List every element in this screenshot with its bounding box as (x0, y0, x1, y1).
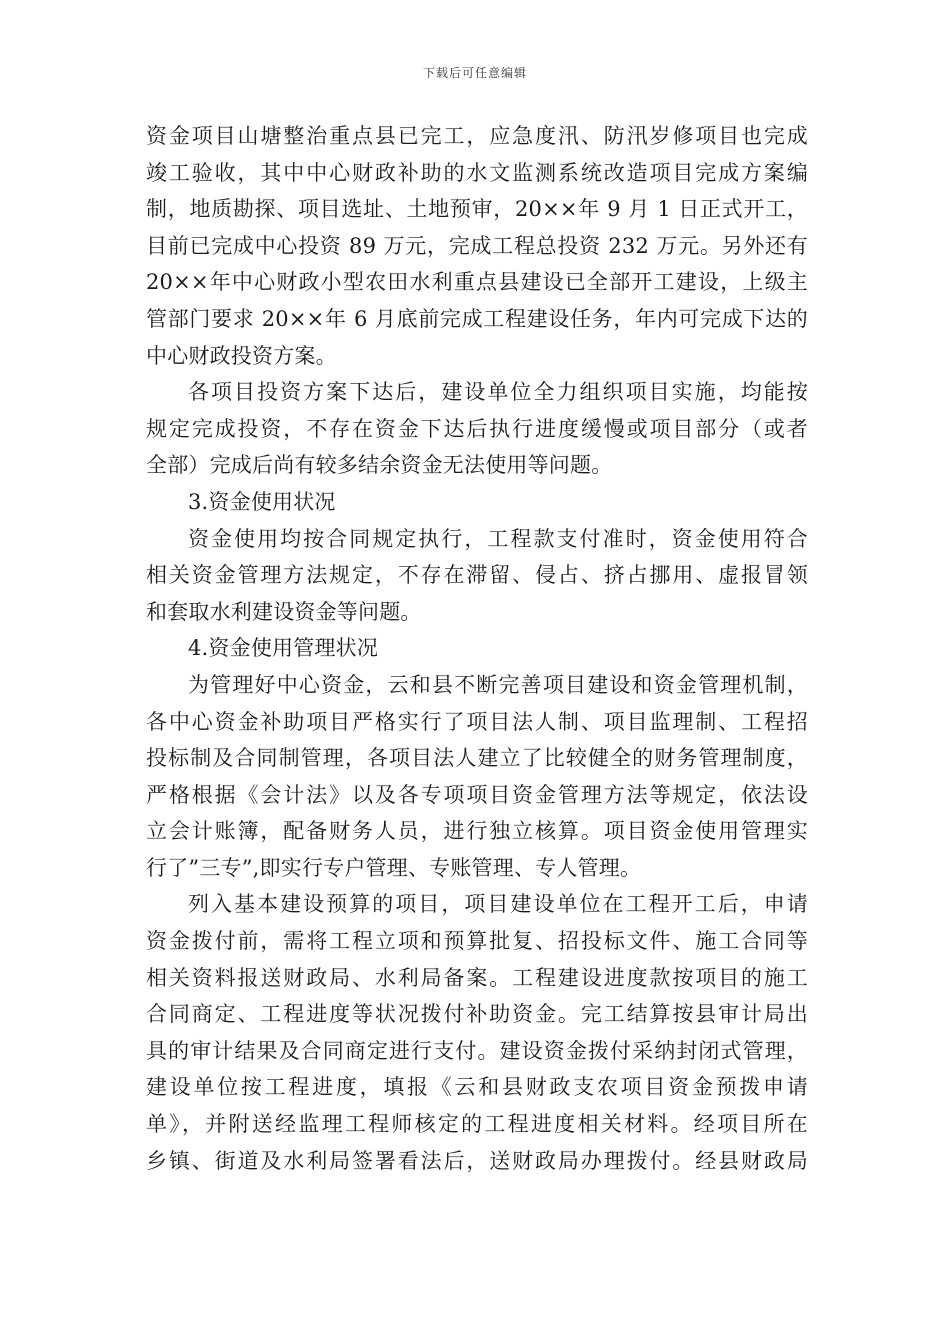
text-line: 资金拨付前，需将工程立项和预算批复、招投标文件、施工合同等 (146, 929, 808, 954)
paragraph (146, 667, 808, 887)
text-line: 乡镇、街道及水利局签署看法后，送财政局办理拨付。经县财政局 (146, 1148, 808, 1173)
text-line: 列入基本建设预算的项目，项目建设单位在工程开工后，申请 (188, 892, 808, 917)
text-line: 竣工验收，其中中心财政补助的水文监测系统改造项目完成方案编 (146, 160, 808, 185)
text-line: 为管理好中心资金，云和县不断完善项目建设和资金管理机制， (188, 672, 808, 697)
page-header: 下载后可任意编辑 (422, 66, 527, 80)
text-line: 制，地质勘探、项目选址、土地预审，20××年 9 月 1 日正式开工， (146, 197, 808, 222)
text-line: 合同商定、工程进度等状况拨付补助资金。完工结算按县审计局出 (146, 1002, 808, 1027)
text-line: 目前已完成中心投资 89 万元，完成工程总投资 232 万元。另外还有 (146, 233, 808, 258)
text-line: 3.资金使用状况 (188, 489, 336, 514)
text-line: 单》，并附送经监理工程师核定的工程进度相关材料。经项目所在 (146, 1112, 808, 1137)
text-line: 资金项目山塘整治重点县已完工，应急度汛、防汛岁修项目也完成 (146, 124, 808, 148)
text-line: 各项目投资方案下达后，建设单位全力组织项目实施，均能按 (188, 380, 808, 405)
text-line: 规定完成投资，不存在资金下达后执行进度缓慢或项目部分（或者 (146, 416, 808, 441)
text-line: 20××年中心财政小型农田水利重点县建设已全部开工建设，上级主 (146, 270, 808, 295)
text-line: 相关资料报送财政局、水利局备案。工程建设进度款按项目的施工 (146, 965, 808, 990)
paragraph (146, 630, 808, 667)
text-line: 中心财政投资方案。 (146, 343, 337, 368)
text-line: 立会计账簿，配备财务人员，进行独立核算。项目资金使用管理实 (146, 819, 808, 844)
text-line: 相关资金管理方法规定，不存在滞留、侵占、挤占挪用、虚报冒领 (146, 563, 808, 588)
paragraph (146, 374, 808, 484)
text-line: 各中心资金补助项目严格实行了项目法人制、项目监理制、工程招 (146, 709, 808, 734)
paragraph (146, 484, 808, 521)
text-line: 和套取水利建设资金等问题。 (146, 599, 422, 624)
text-line: 严格根据《会计法》以及各专项项目资金管理方法等规定，依法设 (146, 782, 808, 807)
paragraph (146, 886, 808, 1179)
text-line: 管部门要求 20××年 6 月底前完成工程建设任务，年内可完成下达的 (146, 306, 808, 331)
text-line: 资金使用均按合同规定执行，工程款支付准时，资金使用符合 (188, 526, 808, 551)
paragraph (146, 118, 808, 374)
document-body (146, 118, 808, 1179)
text-line: 投标制及合同制管理，各项目法人建立了比较健全的财务管理制度， (146, 746, 808, 771)
text-line: 具的审计结果及合同商定进行支付。建设资金拨付采纳封闭式管理， (146, 1038, 808, 1063)
text-line: 全部）完成后尚有较多结余资金无法使用等问题。 (146, 453, 613, 478)
text-line: 行了”三专”,即实行专户管理、专账管理、专人管理。 (146, 855, 642, 880)
text-line: 建设单位按工程进度，填报《云和县财政支农项目资金预拨申请 (146, 1075, 808, 1100)
paragraph (146, 521, 808, 631)
text-line: 4.资金使用管理状况 (188, 636, 379, 661)
